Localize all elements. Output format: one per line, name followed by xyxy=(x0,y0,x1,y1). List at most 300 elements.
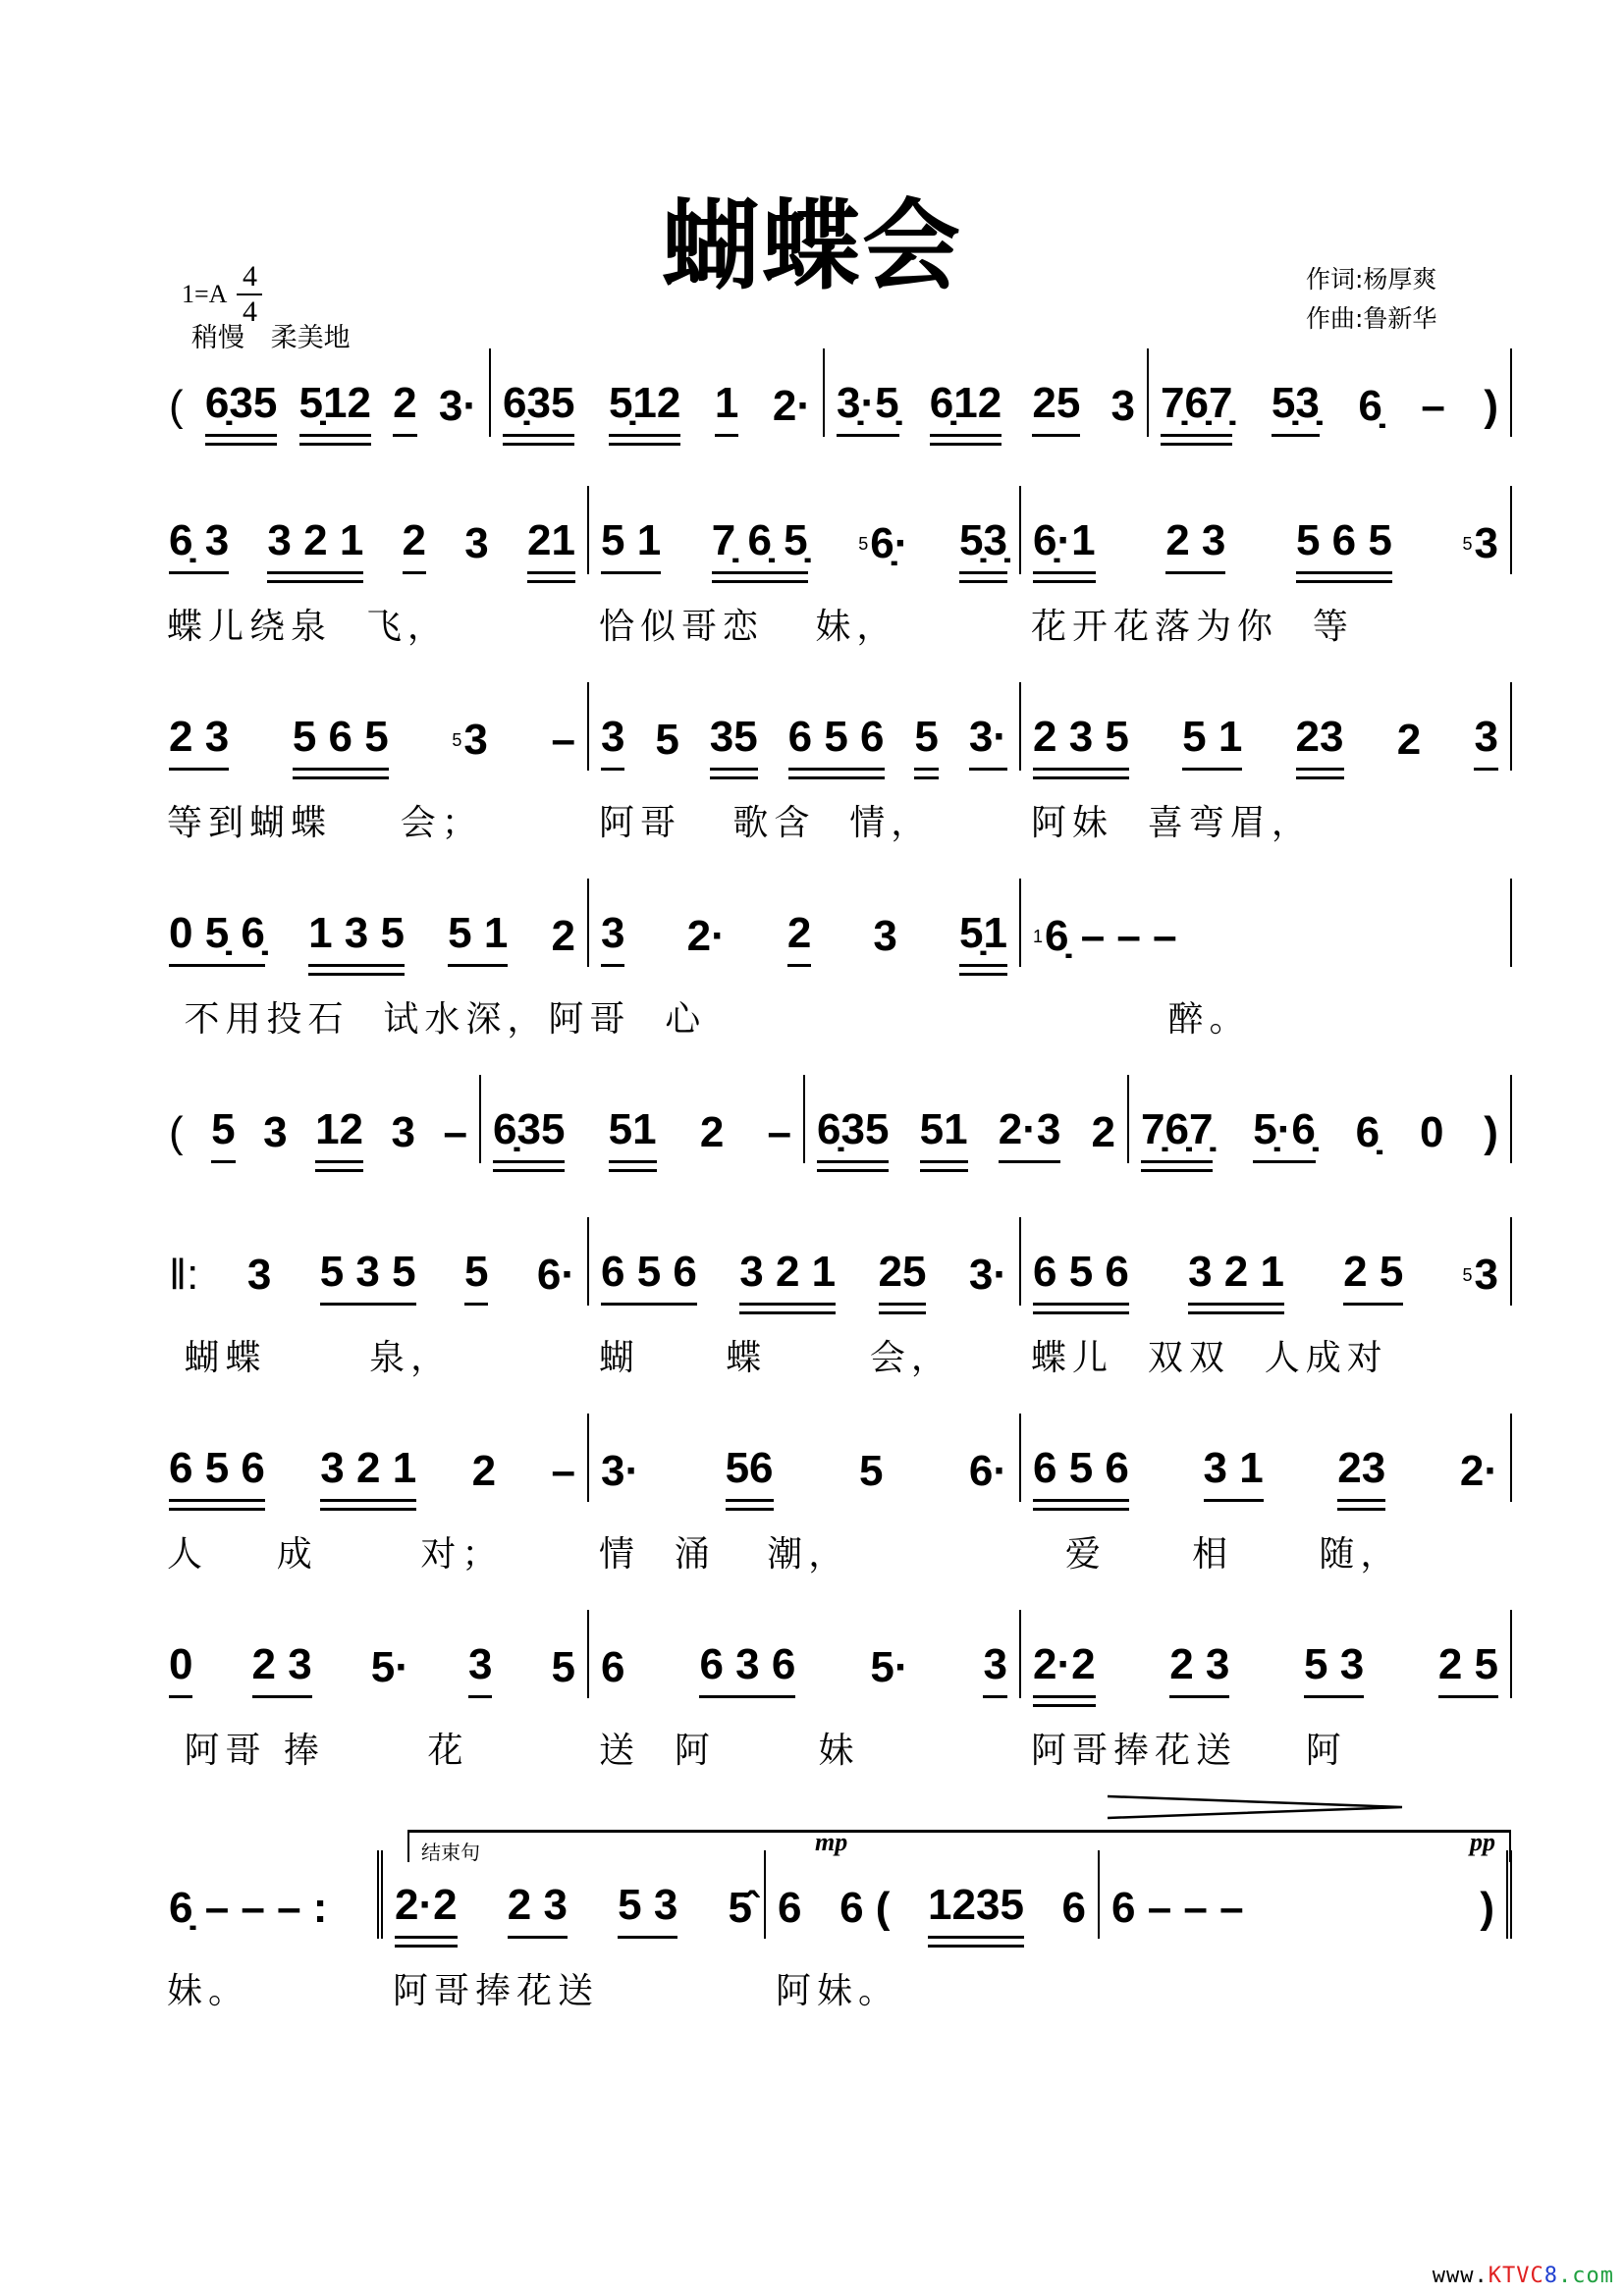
note-group xyxy=(699,1640,795,1698)
note-group xyxy=(1204,1444,1264,1502)
note-group xyxy=(472,1447,496,1502)
notes: 3 2 1 xyxy=(267,516,364,564)
note-group xyxy=(320,1248,416,1306)
note-group xyxy=(609,379,680,437)
note-group xyxy=(1460,1447,1498,1502)
notes: 3 xyxy=(873,912,897,960)
note-group xyxy=(527,516,575,574)
notes: 5 xyxy=(655,716,679,764)
notes: ) xyxy=(1484,1108,1498,1156)
grace-note: 5 xyxy=(452,730,462,750)
note-group xyxy=(609,1105,657,1163)
notes: 6 xyxy=(778,1884,802,1932)
notes: 2 3 xyxy=(1165,516,1226,564)
note-group xyxy=(655,716,678,771)
notation-system xyxy=(157,1414,1512,1502)
note-group xyxy=(930,379,1001,437)
grace-note: 1 xyxy=(1033,927,1044,946)
notes: 2 3 xyxy=(507,1881,568,1929)
notes: 5 6 5 xyxy=(1295,516,1392,564)
note-group xyxy=(1438,1640,1498,1698)
notes: 6 5 6 xyxy=(601,1248,697,1296)
notes: 3̣·5̣ xyxy=(837,379,899,427)
notes: 51 xyxy=(919,1105,968,1153)
note-group xyxy=(403,516,426,574)
lyricist: 作词:杨厚爽 xyxy=(1306,265,1437,294)
notation-system xyxy=(157,1850,1512,1939)
note-group xyxy=(715,379,738,437)
notes: 3 xyxy=(983,1640,1007,1688)
notation-system xyxy=(157,682,1512,771)
note-group xyxy=(1182,713,1242,771)
notes: 5 xyxy=(551,1643,575,1691)
note-group xyxy=(1480,1884,1494,1939)
note-group xyxy=(914,713,938,771)
note-group xyxy=(1337,1444,1385,1502)
note-group xyxy=(395,1881,458,1939)
bracket-mark: ‖: xyxy=(169,1251,199,1299)
notes: 3· xyxy=(438,382,477,430)
notes: 6̣ – – – : xyxy=(169,1884,328,1932)
measure xyxy=(805,1075,1129,1163)
decrescendo-hairpin xyxy=(1108,1794,1412,1820)
key: 1=A xyxy=(182,280,228,308)
note-group xyxy=(169,909,265,967)
notation-system xyxy=(157,486,1512,574)
note-group xyxy=(969,1447,1007,1502)
notes: 3 xyxy=(601,909,625,957)
notes: 5 1 xyxy=(601,516,662,564)
lyrics-line xyxy=(167,1963,1522,2012)
lyrics-line xyxy=(167,1330,1522,1379)
measure xyxy=(157,1217,589,1306)
note-group xyxy=(1462,519,1498,574)
note-group xyxy=(1358,382,1381,437)
lyric-segment: 蝶儿绕泉 飞， xyxy=(167,607,449,647)
notes: 2· xyxy=(686,912,726,960)
notes: 6 5 6 xyxy=(1033,1248,1129,1296)
measure xyxy=(825,348,1149,437)
notes: 0 xyxy=(169,1640,193,1688)
lyric-segment: 阿妹 喜弯眉， xyxy=(1031,803,1313,843)
measure xyxy=(589,1414,1021,1502)
note-group xyxy=(1033,713,1129,771)
note-group xyxy=(873,912,896,967)
notes: 7̣ 6̣ 5̣ xyxy=(711,516,808,564)
credits xyxy=(1306,260,1436,339)
lyric-segment: 送 阿 妹 xyxy=(599,1731,860,1771)
notes: 6· xyxy=(968,1447,1007,1495)
lyrics-line xyxy=(167,991,1522,1041)
note-group xyxy=(508,1881,568,1939)
note-group xyxy=(1161,379,1232,437)
lyric-segment: 情 涌 潮， xyxy=(599,1534,850,1575)
bracket-mark: ( xyxy=(169,1108,184,1156)
measure xyxy=(1021,1610,1512,1698)
measure xyxy=(157,1850,383,1939)
notes: 25 xyxy=(878,1248,927,1296)
note-group xyxy=(879,1248,927,1306)
notes: 2 xyxy=(786,909,812,957)
measure xyxy=(1021,879,1512,967)
note-group xyxy=(983,1640,1006,1698)
notes: 6 3 6 xyxy=(699,1640,796,1688)
notes: 6 5 6 xyxy=(1033,1444,1129,1492)
note-group xyxy=(493,1105,565,1163)
notes: 6̣12 xyxy=(929,379,1002,427)
note-group xyxy=(1033,1444,1129,1502)
ending-bracket xyxy=(407,1830,1511,1862)
notes: 7̣6̣7̣ xyxy=(1141,1105,1214,1153)
note-group xyxy=(169,516,229,574)
notes: 2 5 xyxy=(1343,1248,1404,1296)
note-group xyxy=(1484,1108,1498,1163)
measure xyxy=(589,682,1021,771)
notes: – xyxy=(551,716,575,764)
note-group xyxy=(618,1881,677,1939)
note-group xyxy=(552,1447,575,1502)
note-group xyxy=(1272,379,1320,437)
note-group xyxy=(1032,379,1080,437)
notes: 5 6 5 xyxy=(292,713,389,761)
note-group xyxy=(308,909,405,967)
notes: 6̣35 xyxy=(503,379,575,427)
note-group xyxy=(768,1108,791,1163)
note-group xyxy=(552,716,575,771)
dynamic-mp: mp xyxy=(815,1828,848,1856)
measure xyxy=(589,486,1021,574)
measure xyxy=(1021,1414,1512,1502)
notes: 6̣ 3 xyxy=(169,516,230,564)
notes: 5 3 xyxy=(618,1881,678,1929)
notes: 5̣12 xyxy=(298,379,371,427)
note-group xyxy=(452,716,488,771)
measure xyxy=(157,1610,589,1698)
notation-system xyxy=(157,879,1512,967)
note-group xyxy=(726,1444,774,1502)
note-group xyxy=(320,1444,416,1502)
note-group xyxy=(739,1248,836,1306)
notes: 5 3 xyxy=(1304,1640,1365,1688)
notes: 3· xyxy=(968,1251,1007,1299)
notes: 3 xyxy=(246,1251,272,1299)
notes: 5· xyxy=(870,1643,909,1691)
notes: 3 2 1 xyxy=(320,1444,417,1492)
note-group xyxy=(468,1640,492,1698)
note-group xyxy=(1420,1108,1443,1163)
note-group xyxy=(371,1643,409,1698)
notes: 25 xyxy=(1032,379,1081,427)
lyric-segment: 阿哥 捧 花 xyxy=(167,1731,469,1771)
notes: 3 xyxy=(601,713,625,761)
notes: 2·3 xyxy=(998,1105,1061,1153)
note-group xyxy=(1397,716,1421,771)
notes: 2 3 xyxy=(169,713,230,761)
note-group xyxy=(601,1643,624,1698)
note-group xyxy=(169,1640,192,1698)
note-group xyxy=(817,1105,889,1163)
note-group xyxy=(252,1640,312,1698)
lyric-segment: 阿哥 歌含 情， xyxy=(599,803,933,843)
ending-label: 结束句 xyxy=(421,1841,480,1864)
notes: 6 5 6 xyxy=(169,1444,265,1492)
note-group xyxy=(299,379,371,437)
bracket-mark: ( xyxy=(169,382,184,430)
time-bottom: 4 xyxy=(242,295,257,328)
note-group xyxy=(1296,713,1344,771)
notes: 0 5̣ 6̣ xyxy=(169,909,265,957)
note-group xyxy=(969,1251,1007,1306)
note-group xyxy=(959,909,1007,967)
note-group xyxy=(773,382,811,437)
notes: 3 2 1 xyxy=(739,1248,837,1296)
grace-note: 5 xyxy=(1462,534,1473,554)
note-group xyxy=(443,1108,466,1163)
note-group xyxy=(601,909,624,967)
note-group xyxy=(169,1444,265,1502)
note-group xyxy=(551,912,574,967)
notes: 2 3 xyxy=(1169,1640,1230,1688)
notes: 6 xyxy=(601,1643,625,1691)
notes: 6̣35 xyxy=(493,1105,566,1153)
notes: 6̣ xyxy=(1358,382,1382,430)
note-group xyxy=(1033,516,1096,574)
measure xyxy=(589,1217,1021,1306)
measure xyxy=(589,879,1021,967)
tempo-marking: 稍慢 柔美地 xyxy=(191,323,351,353)
measure xyxy=(157,682,589,771)
notes: 3 xyxy=(1474,1251,1498,1299)
notes: 56 xyxy=(725,1444,774,1492)
note-group xyxy=(293,713,389,771)
measure xyxy=(589,1610,1021,1698)
dynamic-pp: pp xyxy=(1470,1828,1495,1856)
note-group xyxy=(439,382,477,437)
notation-system xyxy=(157,348,1512,437)
note-group xyxy=(870,1643,908,1698)
note-group xyxy=(778,1884,801,1939)
notes: 6̣· xyxy=(870,519,909,567)
notes: 6 5 6 xyxy=(787,713,885,761)
notes: 3 xyxy=(463,716,488,764)
lyric-segment: 妹。 xyxy=(167,1971,250,2011)
measure xyxy=(1021,682,1512,771)
notes: 23 xyxy=(1337,1444,1386,1492)
lyric-segment: 蝴 蝶 会， xyxy=(599,1338,952,1378)
notes: 3 xyxy=(391,1108,415,1156)
notes: 23 xyxy=(1295,713,1344,761)
notes: 2·2 xyxy=(1033,1640,1096,1688)
notes: 2· xyxy=(772,382,811,430)
note-group xyxy=(999,1105,1061,1163)
notes: 21 xyxy=(527,516,575,564)
notes: 3 xyxy=(263,1108,288,1156)
notes: 5̂ xyxy=(728,1884,752,1932)
note-group xyxy=(712,516,808,574)
notes: 5 xyxy=(858,1447,884,1495)
notes: 2 xyxy=(402,516,427,564)
lyric-segment: 人 成 对； xyxy=(167,1534,504,1575)
note-group xyxy=(858,519,908,574)
note-group xyxy=(169,713,229,771)
note-group xyxy=(839,1884,890,1939)
measure xyxy=(1149,348,1512,437)
note-group xyxy=(859,1447,883,1502)
lyric-segment: 花开花落为你 等 xyxy=(1031,607,1354,647)
lyric-segment xyxy=(599,991,1031,1041)
note-group xyxy=(1169,1640,1229,1698)
lyric-segment: 蝴蝶 泉， xyxy=(167,1338,453,1378)
notes: 1 xyxy=(714,379,739,427)
note-group xyxy=(315,1105,363,1163)
measure xyxy=(766,1850,1100,1939)
note-group xyxy=(211,1105,235,1163)
measure xyxy=(1129,1075,1512,1163)
note-group xyxy=(537,1251,575,1306)
measure xyxy=(157,486,589,574)
notes: 3 2 1 xyxy=(1188,1248,1284,1296)
note-group xyxy=(969,713,1007,771)
notes: – xyxy=(767,1108,791,1156)
note-group xyxy=(392,1108,415,1163)
notes: ) xyxy=(1480,1884,1494,1932)
note-group xyxy=(920,1105,968,1163)
note-group xyxy=(959,516,1007,574)
notes: 12 xyxy=(315,1105,364,1153)
measure xyxy=(157,879,589,967)
lyrics-line xyxy=(167,599,1522,648)
notes: 5 xyxy=(914,713,939,761)
grace-note: 5 xyxy=(1462,1265,1473,1285)
note-group xyxy=(1141,1105,1213,1163)
note-group xyxy=(601,1447,639,1502)
note-group xyxy=(1421,382,1444,437)
measure xyxy=(1021,486,1512,574)
lyric-segment: 等到蝴蝶 会； xyxy=(167,803,483,843)
notes: 2 xyxy=(551,912,575,960)
note-group xyxy=(1484,382,1498,437)
note-group xyxy=(700,1108,724,1163)
note-group xyxy=(1356,1108,1380,1163)
note-group xyxy=(1111,1884,1244,1939)
notes: 5 xyxy=(463,1248,489,1296)
note-group xyxy=(393,379,416,437)
note-group xyxy=(1474,713,1497,771)
notation-system xyxy=(157,1610,1512,1698)
notes: 3 xyxy=(1474,713,1498,761)
notes: 1 3 5 xyxy=(308,909,405,957)
notes: 3 xyxy=(464,519,489,567)
notation-system xyxy=(157,1217,1512,1306)
note-group xyxy=(247,1251,271,1306)
note-group xyxy=(464,1248,488,1306)
note-group xyxy=(464,519,488,574)
notes: 2 3 xyxy=(251,1640,312,1688)
note-group xyxy=(1033,1248,1129,1306)
notes: 0 xyxy=(1419,1108,1444,1156)
notes: 2 xyxy=(471,1447,497,1495)
notes: 2 5 xyxy=(1437,1640,1498,1688)
note-group xyxy=(1462,1251,1498,1306)
notes: 2· xyxy=(1459,1447,1498,1495)
note-group xyxy=(1343,1248,1403,1306)
note-group xyxy=(503,379,574,437)
notes: 35 xyxy=(709,713,758,761)
note-group xyxy=(928,1881,1024,1939)
note-group xyxy=(169,1884,327,1939)
notes: 5· xyxy=(370,1643,409,1691)
measure xyxy=(1100,1850,1512,1939)
note-group xyxy=(837,379,899,437)
note-group xyxy=(448,909,508,967)
note-group xyxy=(710,713,758,771)
grace-note: 5 xyxy=(858,534,869,554)
notes: ) xyxy=(1484,382,1498,430)
lyric-segment: 蝶儿 双双 人成对 xyxy=(1031,1338,1388,1378)
lyric-segment: 醉。 xyxy=(1031,999,1251,1040)
song-title: 蝴蝶会 xyxy=(662,188,962,303)
note-group xyxy=(729,1884,752,1939)
measure xyxy=(157,1414,589,1502)
note-group xyxy=(1033,1640,1096,1698)
notes: 5 1 xyxy=(1182,713,1243,761)
notes: 2·2 xyxy=(395,1881,458,1929)
notes: 6̣35 xyxy=(204,379,278,427)
note-group xyxy=(263,1108,287,1163)
lyric-segment xyxy=(1110,1963,1522,2012)
notes: 5 3 5 xyxy=(319,1248,416,1296)
composer: 作曲:鲁新华 xyxy=(1306,304,1437,333)
measure xyxy=(157,1075,481,1163)
notes: 5 xyxy=(211,1105,236,1153)
notes: 6 xyxy=(1061,1884,1086,1932)
notes: 5̣12 xyxy=(608,379,681,427)
notes: 6̣ xyxy=(1355,1108,1380,1156)
notes: 5̣3̣ xyxy=(1271,379,1320,427)
notes: 5̣3̣ xyxy=(959,516,1007,564)
note-group xyxy=(205,379,277,437)
measure xyxy=(491,348,825,437)
notes: 2 xyxy=(699,1108,725,1156)
lyric-segment: 恰似哥恋 妹， xyxy=(599,607,898,647)
lyrics-line xyxy=(167,1723,1522,1772)
notes: 2 xyxy=(1091,1108,1115,1156)
notes: 3 xyxy=(1110,382,1135,430)
notes: 1235 xyxy=(928,1881,1024,1929)
notes: 6 ( xyxy=(839,1884,891,1932)
notes: 6 – – – xyxy=(1111,1884,1244,1932)
note-group xyxy=(1110,382,1134,437)
notes: 6̣ – – – xyxy=(1045,912,1177,960)
note-group xyxy=(601,713,624,771)
note-group xyxy=(267,516,363,574)
notes: 5̣·6̣ xyxy=(1253,1105,1316,1153)
note-group xyxy=(1062,1884,1086,1939)
lyric-segment: 阿妹。 xyxy=(776,1971,900,2011)
watermark: www.KTVC8.com xyxy=(1432,2264,1614,2288)
lyric-segment: 阿哥捧花送 阿 xyxy=(1031,1731,1347,1771)
notes: – xyxy=(443,1108,467,1156)
note-group xyxy=(1304,1640,1364,1698)
note-group xyxy=(687,912,726,967)
notes: 6̣35 xyxy=(817,1105,890,1153)
notes: 6̣·1 xyxy=(1033,516,1096,564)
notes: 5 1 xyxy=(448,909,509,957)
notation-system xyxy=(157,1075,1512,1163)
notes: 5̣1 xyxy=(959,909,1007,957)
note-group xyxy=(1165,516,1225,574)
notes: – xyxy=(551,1447,575,1495)
